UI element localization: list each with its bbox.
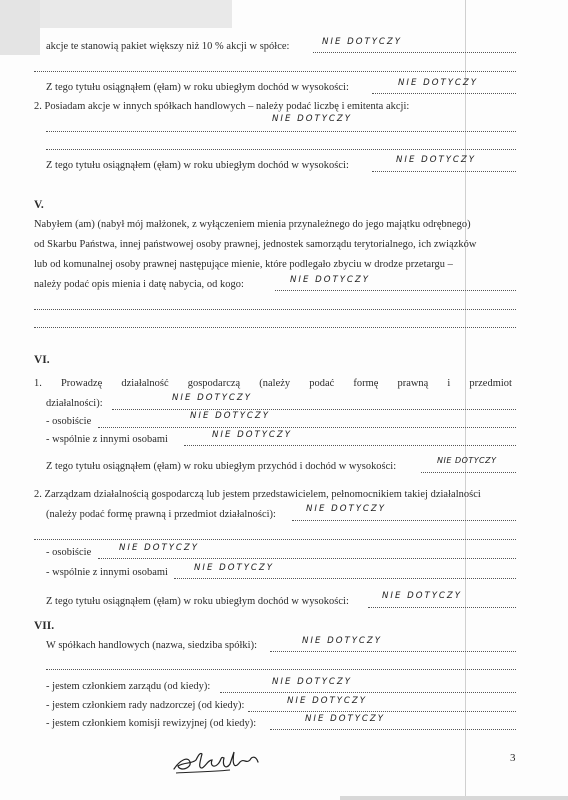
handwritten-answer: NIE DOTYCZY: [272, 677, 352, 687]
text-line: Z tego tytułu osiągnąłem (ęłam) w roku ubiegłym dochód w wysokości:: [46, 596, 349, 607]
fill-line: [275, 289, 516, 291]
fill-line: [34, 538, 516, 540]
fill-line: [34, 308, 516, 310]
text-line: Nabyłem (am) (nabył mój małżonek, z wyłączeniem mienia przynależnego do jego majątku odrębnego): [34, 219, 471, 230]
handwritten-answer: NIE DOTYCZY: [287, 696, 367, 706]
text-line: lub od komunalnej osoby prawnej następujące mienie, które podlegało zbyciu w drodze przetargu –: [34, 259, 453, 270]
text-line: - wspólnie z innymi osobami: [46, 567, 168, 578]
handwritten-answer: NIE DOTYCZY: [212, 430, 292, 440]
handwritten-answer: NIE DOTYCZY: [437, 456, 497, 465]
fill-line: [46, 668, 516, 670]
fill-line: [46, 148, 516, 150]
fill-line: [34, 326, 516, 328]
handwritten-answer: NIE DOTYCZY: [382, 591, 462, 601]
text-line: Z tego tytułu osiągnąłem (ęłam) w roku ubiegłym dochód w wysokości:: [46, 82, 349, 93]
fill-line: [372, 170, 516, 172]
handwritten-signature: [170, 742, 265, 778]
page-number: 3: [510, 752, 516, 764]
word: formę: [353, 378, 379, 389]
handwritten-answer: NIE DOTYCZY: [322, 37, 402, 47]
text-line: od Skarbu Państwa, innej państwowej osoby prawnej, jednostek samorządu terytorialnego, ich związków: [34, 239, 477, 250]
word: prawną: [397, 378, 429, 389]
text-line: - jestem członkiem zarządu (od kiedy):: [46, 681, 211, 692]
fill-line: [174, 577, 516, 579]
word: i: [447, 378, 451, 389]
text-line: 2. Posiadam akcje w innych spółkach handlowych – należy podać liczbę i emitenta akcji:: [34, 101, 410, 112]
scan-fold-line: [465, 0, 466, 800]
handwritten-answer: NIE DOTYCZY: [190, 411, 270, 421]
handwritten-answer: NIE DOTYCZY: [194, 563, 274, 573]
fill-line: [368, 606, 516, 608]
text-line: należy podać opis mienia i datę nabycia, od kogo:: [34, 279, 244, 290]
scan-edge: [340, 796, 568, 800]
fill-line: [421, 471, 516, 473]
fill-line: [372, 92, 516, 94]
word: gospodarczą: [187, 378, 241, 389]
handwritten-answer: NIE DOTYCZY: [305, 714, 385, 724]
word: działalność: [121, 378, 169, 389]
text-line: - wspólnie z innymi osobami: [46, 434, 168, 445]
fill-line: [46, 130, 516, 132]
text-line: 2. Zarządzam działalnością gospodarczą lub jestem przedstawicielem, pełnomocnikiem takiej działalności: [34, 489, 481, 500]
fill-line: [313, 51, 516, 53]
text-line: akcje te stanowią pakiet większy niż 10 % akcji w spółce:: [46, 41, 290, 52]
section-heading: VI.: [34, 354, 50, 366]
word: Prowadzę: [60, 378, 103, 389]
text-line: Z tego tytułu osiągnąłem (ęłam) w roku ubiegłym dochód w wysokości:: [46, 160, 349, 171]
word: podać: [309, 378, 335, 389]
text-line: działalności):: [46, 398, 103, 409]
fill-line: [112, 408, 516, 410]
fill-line: [220, 691, 516, 693]
text-line-justified: [34, 378, 512, 390]
text-line: Z tego tytułu osiągnąłem (ęłam) w roku ubiegłym przychód i dochód w wysokości:: [46, 461, 397, 472]
fill-line: [270, 650, 516, 652]
section-heading: V.: [34, 199, 44, 211]
handwritten-answer: NIE DOTYCZY: [396, 155, 476, 165]
section-heading: VII.: [34, 620, 55, 632]
text-line: - osobiście: [46, 547, 92, 558]
word: 1.: [34, 378, 42, 389]
handwritten-answer: NIE DOTYCZY: [172, 393, 252, 403]
fill-line: [270, 728, 516, 730]
text-line: - jestem członkiem komisji rewizyjnej (od kiedy):: [46, 718, 257, 729]
handwritten-answer: NIE DOTYCZY: [398, 78, 478, 88]
handwritten-answer: NIE DOTYCZY: [306, 504, 386, 514]
scan-artifact: [0, 0, 40, 55]
fill-line: [292, 519, 516, 521]
text-line: (należy podać formę prawną i przedmiot działalności):: [46, 509, 276, 520]
word: (należy: [259, 378, 291, 389]
fill-line: [98, 426, 516, 428]
handwritten-answer: NIE DOTYCZY: [119, 543, 199, 553]
handwritten-answer: NIE DOTYCZY: [290, 275, 370, 285]
text-line: - jestem członkiem rady nadzorczej (od kiedy):: [46, 700, 245, 711]
handwritten-answer: NIE DOTYCZY: [302, 636, 382, 646]
word: przedmiot: [469, 378, 512, 389]
text-line: - osobiście: [46, 416, 92, 427]
handwritten-answer: NIE DOTYCZY: [272, 114, 352, 124]
text-line: W spółkach handlowych (nazwa, siedziba spółki):: [46, 640, 258, 651]
fill-line: [248, 710, 516, 712]
fill-line: [184, 444, 516, 446]
fill-line: [98, 557, 516, 559]
fill-line: [34, 70, 516, 72]
